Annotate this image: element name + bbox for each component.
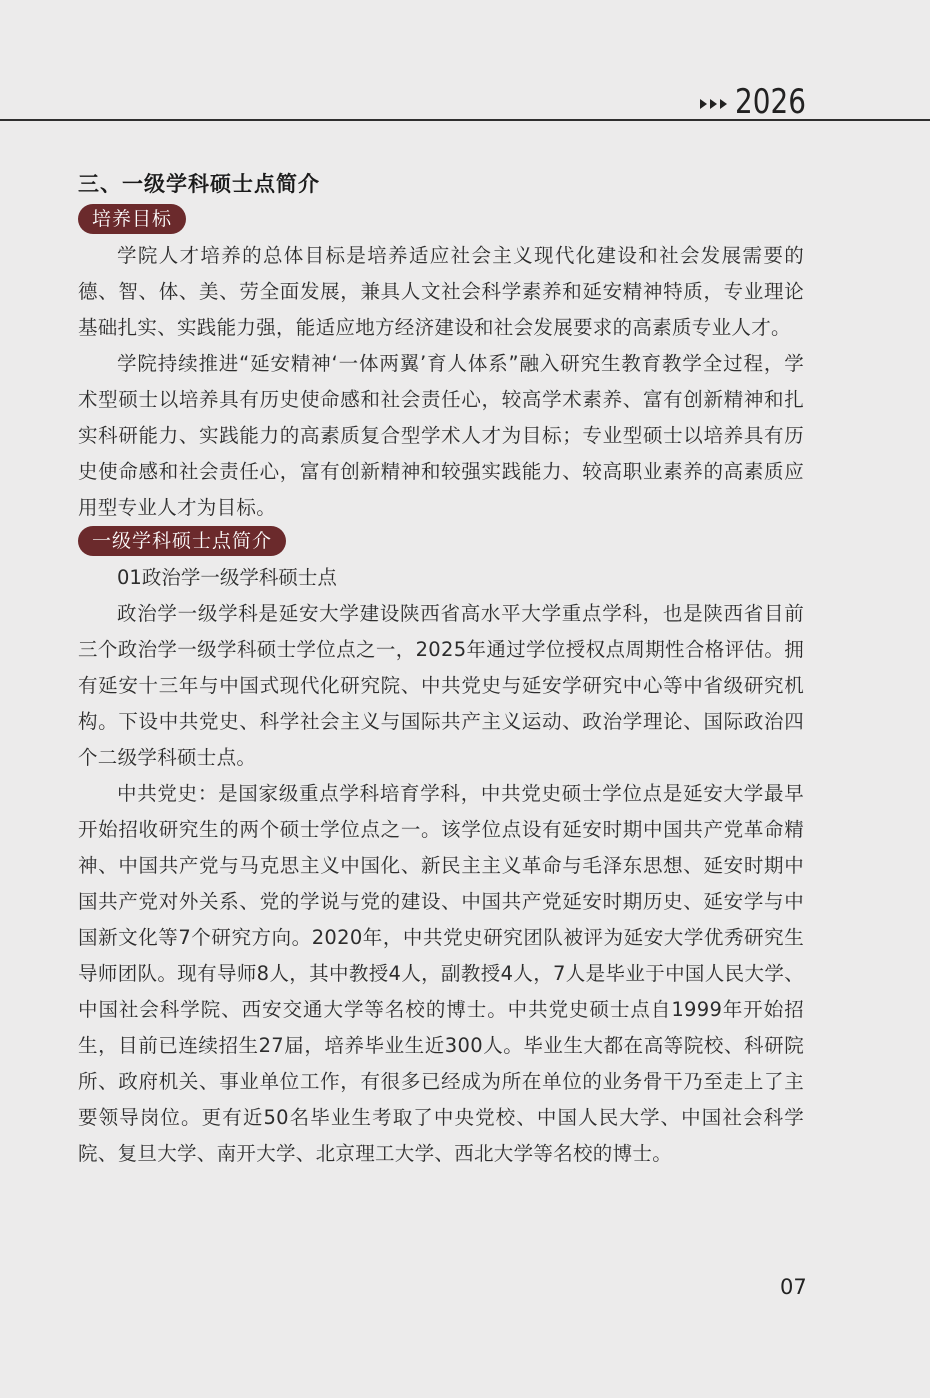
goal-paragraph-1: 学院人才培养的总体目标是培养适应社会主义现代化建设和社会发展需要的德、智、体、美、劳全面发展，兼具人文社会科学素养和延安精神特质，专业理论基础扎实、实践能力强，能适应地方经济建设和社会发展要求的高素质专业人才。 <box>78 244 804 339</box>
arrow-icon <box>710 99 717 109</box>
page-content <box>78 168 804 1172</box>
triple-arrow-icon <box>700 99 727 109</box>
intro-paragraph-2: 中共党史：是国家级重点学科培育学科，中共党史硕士学位点是延安大学最早开始招收研究生的两个硕士学位点之一。该学位点设有延安时期中国共产党革命精神、中国共产党与马克思主义中国化、新民主主义革命与毛泽东思想、延安时期中国共产党对外关系、党的学说与党的建设、中国共产党延安时期历史、延安学与中国新文化等7个研究方向。2020年，中共党史研究团队被评为延安大学优秀研究生导师团队。现有导师8人，其中教授4人，副教授4人，7人是毕业于中国人民大学、中国社会科学院、西安交通大学等名校的博士。中共党史硕士点自1999年开始招生，目前已连续招生27届，培养毕业生近300人。毕业生大都在高等院校、科研院所、政府机关、事业单位工作，有很多已经成为所在单位的业务骨干乃至走上了主要领导岗位。更有近50名毕业生考取了中央党校、中国人民大学、中国社会科学院、复旦大学、南开大学、北京理工大学、西北大学等名校的博士。 <box>78 782 804 1165</box>
header-year: 2026 <box>735 82 806 122</box>
program-subtitle: 01政治学一级学科硕士点 <box>117 566 337 589</box>
arrow-icon <box>700 99 707 109</box>
header-year-block <box>700 82 822 122</box>
section-title: 三、一级学科硕士点简介 <box>78 172 320 196</box>
intro-paragraph-1: 政治学一级学科是延安大学建设陕西省高水平大学重点学科，也是陕西省目前三个政治学一级学科硕士学位点之一，2025年通过学位授权点周期性合格评估。拥有延安十三年与中国式现代化研究院、中共党史与延安学研究中心等中省级研究机构。下设中共党史、科学社会主义与国际共产主义运动、政治学理论、国际政治四个二级学科硕士点。 <box>78 602 804 769</box>
arrow-icon <box>720 99 727 109</box>
page-number: 07 <box>780 1275 807 1299</box>
tag-training-goal: 培养目标 <box>78 204 186 234</box>
goal-paragraph-2: 学院持续推进“延安精神‘一体两翼’育人体系”融入研究生教育教学全过程，学术型硕士以培养具有历史使命感和社会责任心，较高学术素养、富有创新精神和扎实科研能力、实践能力的高素质复合型学术人才为目标；专业型硕士以培养具有历史使命感和社会责任心，富有创新精神和较强实践能力、较高职业素养的高素质应用型专业人才为目标。 <box>78 352 804 519</box>
tag-master-program-intro: 一级学科硕士点简介 <box>78 526 286 556</box>
